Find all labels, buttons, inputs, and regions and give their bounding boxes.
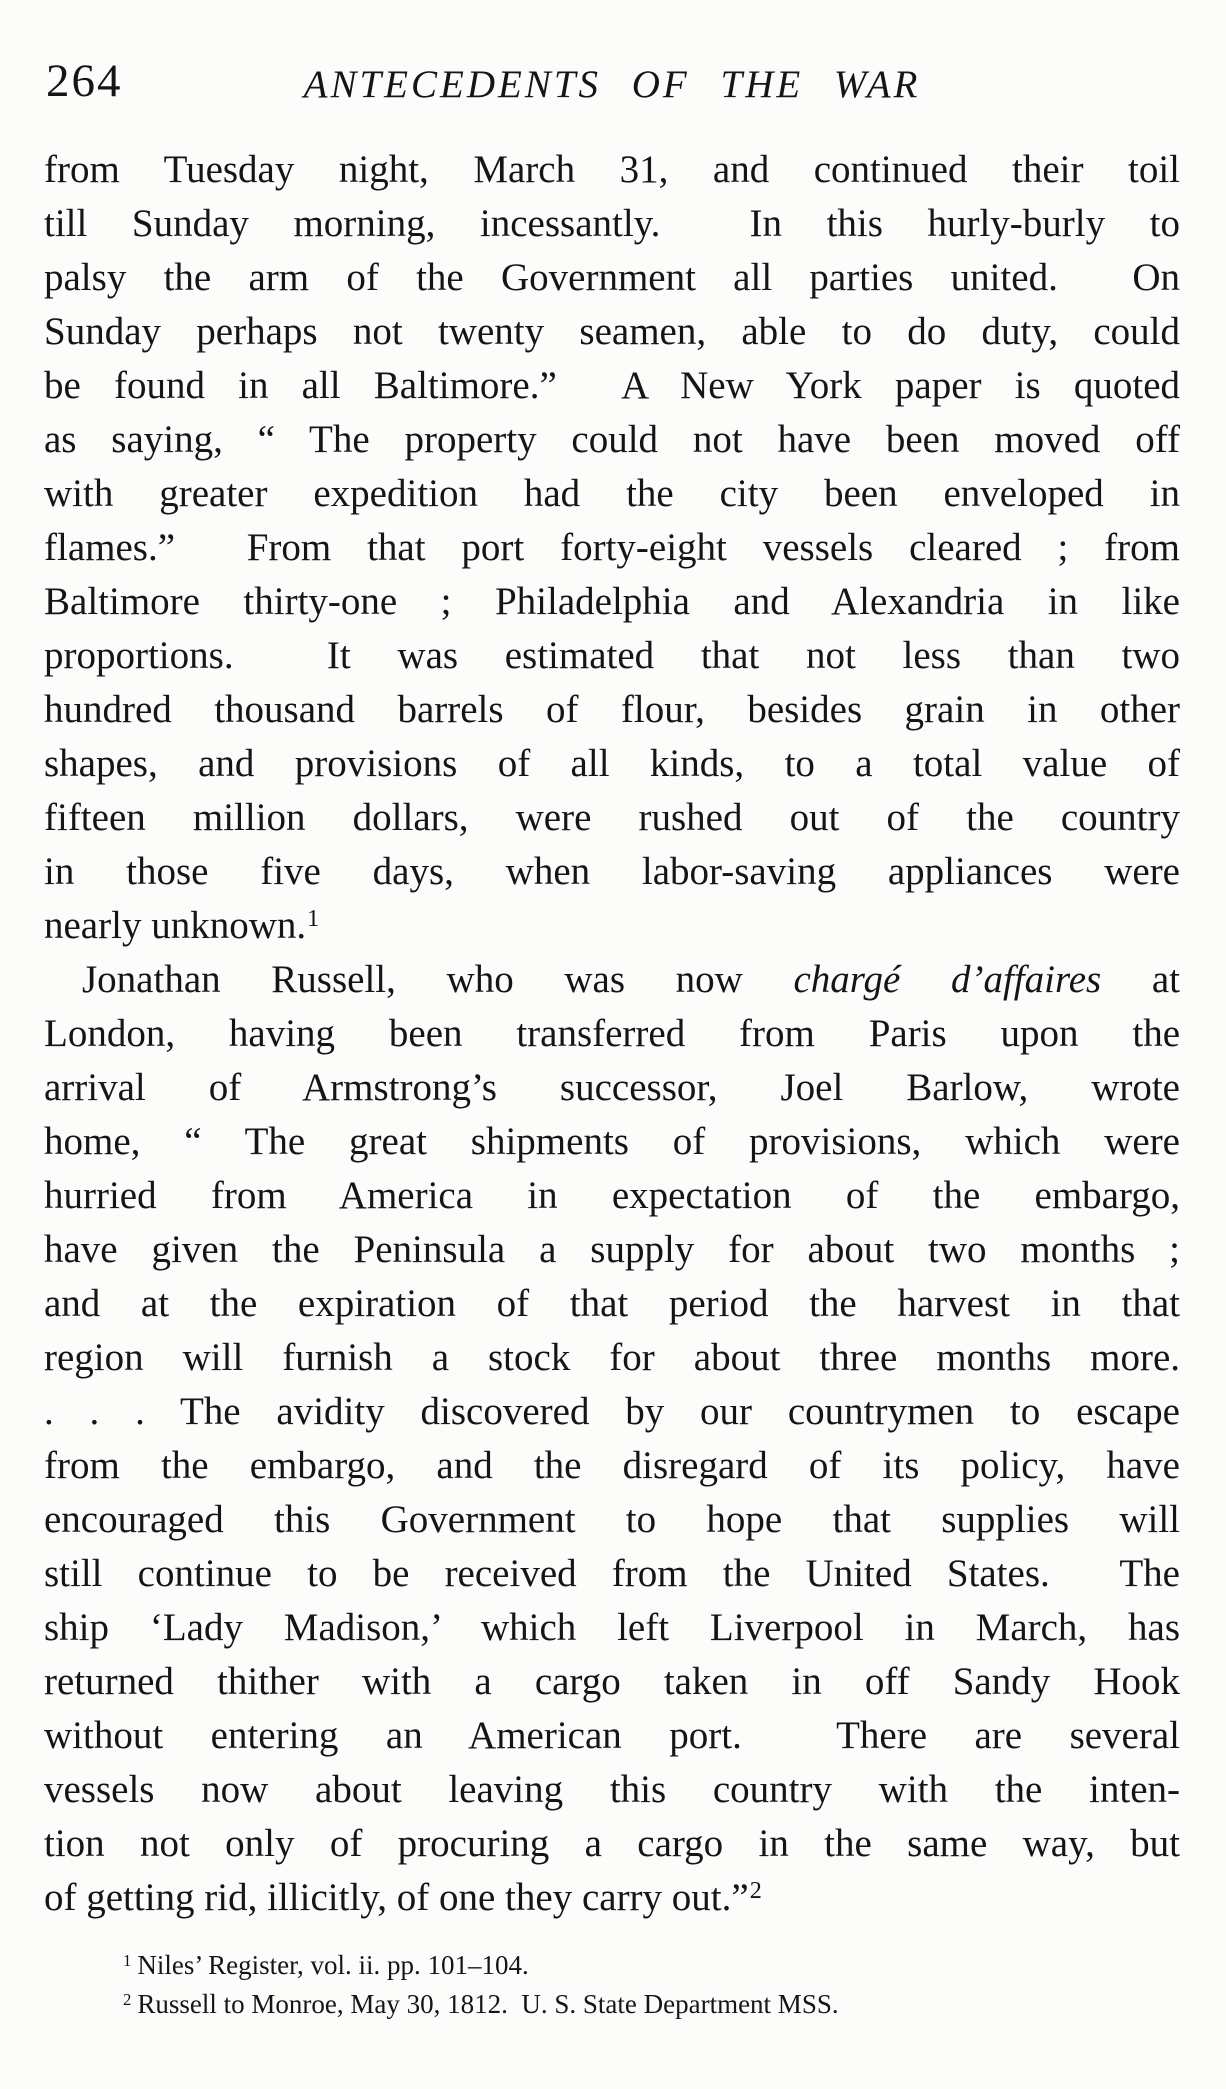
- text-line: still continue to be received from the United States. The: [44, 1552, 1180, 1595]
- text-line: nearly unknown.$^1$: [44, 904, 320, 947]
- text-line: encouraged this Government to hope that supplies will: [44, 1498, 1180, 1541]
- text-line: fifteen million dollars, were rushed out of the country: [44, 796, 1180, 839]
- footnote-marker: 1: [123, 1950, 132, 1970]
- text-line: from the embargo, and the disregard of its policy, have: [44, 1444, 1180, 1487]
- footnote: $^2$ Russell to Monroe, May 30, 1812. U. S. State Department MSS.: [123, 1989, 839, 2019]
- text-line: returned thither with a cargo taken in off Sandy Hook: [44, 1660, 1180, 1703]
- text-line: of getting rid, illicitly, of one they carry out.”$^2$: [44, 1876, 762, 1919]
- footnote-reference: 1: [307, 904, 320, 932]
- text-line: palsy the arm of the Government all parties united. On: [44, 256, 1180, 299]
- text-line: ship ‘Lady Madison,’ which left Liverpool in March, has: [44, 1606, 1180, 1649]
- text-line: Sunday perhaps not twenty seamen, able to do duty, could: [44, 310, 1180, 353]
- text-line: with greater expedition had the city been enveloped in: [44, 472, 1180, 515]
- text-line: Baltimore thirty-one ; Philadelphia and Alexandria in like: [44, 580, 1180, 623]
- page-header: [44, 42, 1180, 105]
- text-line: vessels now about leaving this country with the inten-: [44, 1768, 1180, 1811]
- text-line: flames.” From that port forty-eight vessels cleared ; from: [44, 526, 1180, 569]
- text-line: London, having been transferred from Paris upon the: [44, 1012, 1180, 1055]
- footnote-marker: 2: [123, 1989, 132, 2009]
- text-line: have given the Peninsula a supply for about two months ;: [44, 1228, 1180, 1271]
- text-line: till Sunday morning, incessantly. In this hurly-burly to: [44, 202, 1180, 245]
- text-line: in those five days, when labor-saving appliances were: [44, 850, 1180, 893]
- footnotes: [44, 1946, 1180, 2024]
- text-line: home, “ The great shipments of provisions, which were: [44, 1120, 1180, 1163]
- text-line: hurried from America in expectation of the embargo,: [44, 1174, 1180, 1217]
- page-number: 264: [46, 55, 123, 107]
- footnote-reference: 2: [749, 1876, 762, 1904]
- text-line: . . . The avidity discovered by our countrymen to escape: [44, 1390, 1180, 1433]
- text-line: shapes, and provisions of all kinds, to a total value of: [44, 742, 1180, 785]
- text-line: be found in all Baltimore.” A New York paper is quoted: [44, 364, 1180, 407]
- text-line: without entering an American port. There are several: [44, 1714, 1180, 1757]
- text-line: from Tuesday night, March 31, and continued their toil: [44, 148, 1180, 191]
- running-head: ANTECEDENTS OF THE WAR: [303, 63, 921, 106]
- text-line: tion not only of procuring a cargo in the same way, but: [44, 1822, 1180, 1865]
- text-line: and at the expiration of that period the harvest in that: [44, 1282, 1180, 1325]
- italic-text: chargé d’affaires: [793, 958, 1102, 1001]
- text-line: arrival of Armstrong’s successor, Joel Barlow, wrote: [44, 1066, 1180, 1109]
- text-line: hundred thousand barrels of flour, besides grain in other: [44, 688, 1180, 731]
- text-line: Jonathan Russell, who was now chargé d’affaires at: [82, 958, 1181, 1001]
- body-text: [44, 143, 1180, 1925]
- footnote: $^1$ Niles’ Register, vol. ii. pp. 101–104.: [123, 1950, 529, 1980]
- text-line: as saying, “ The property could not have been moved off: [44, 418, 1180, 461]
- text-line: region will furnish a stock for about three months more.: [44, 1336, 1180, 1379]
- text-line: proportions. It was estimated that not less than two: [44, 634, 1180, 677]
